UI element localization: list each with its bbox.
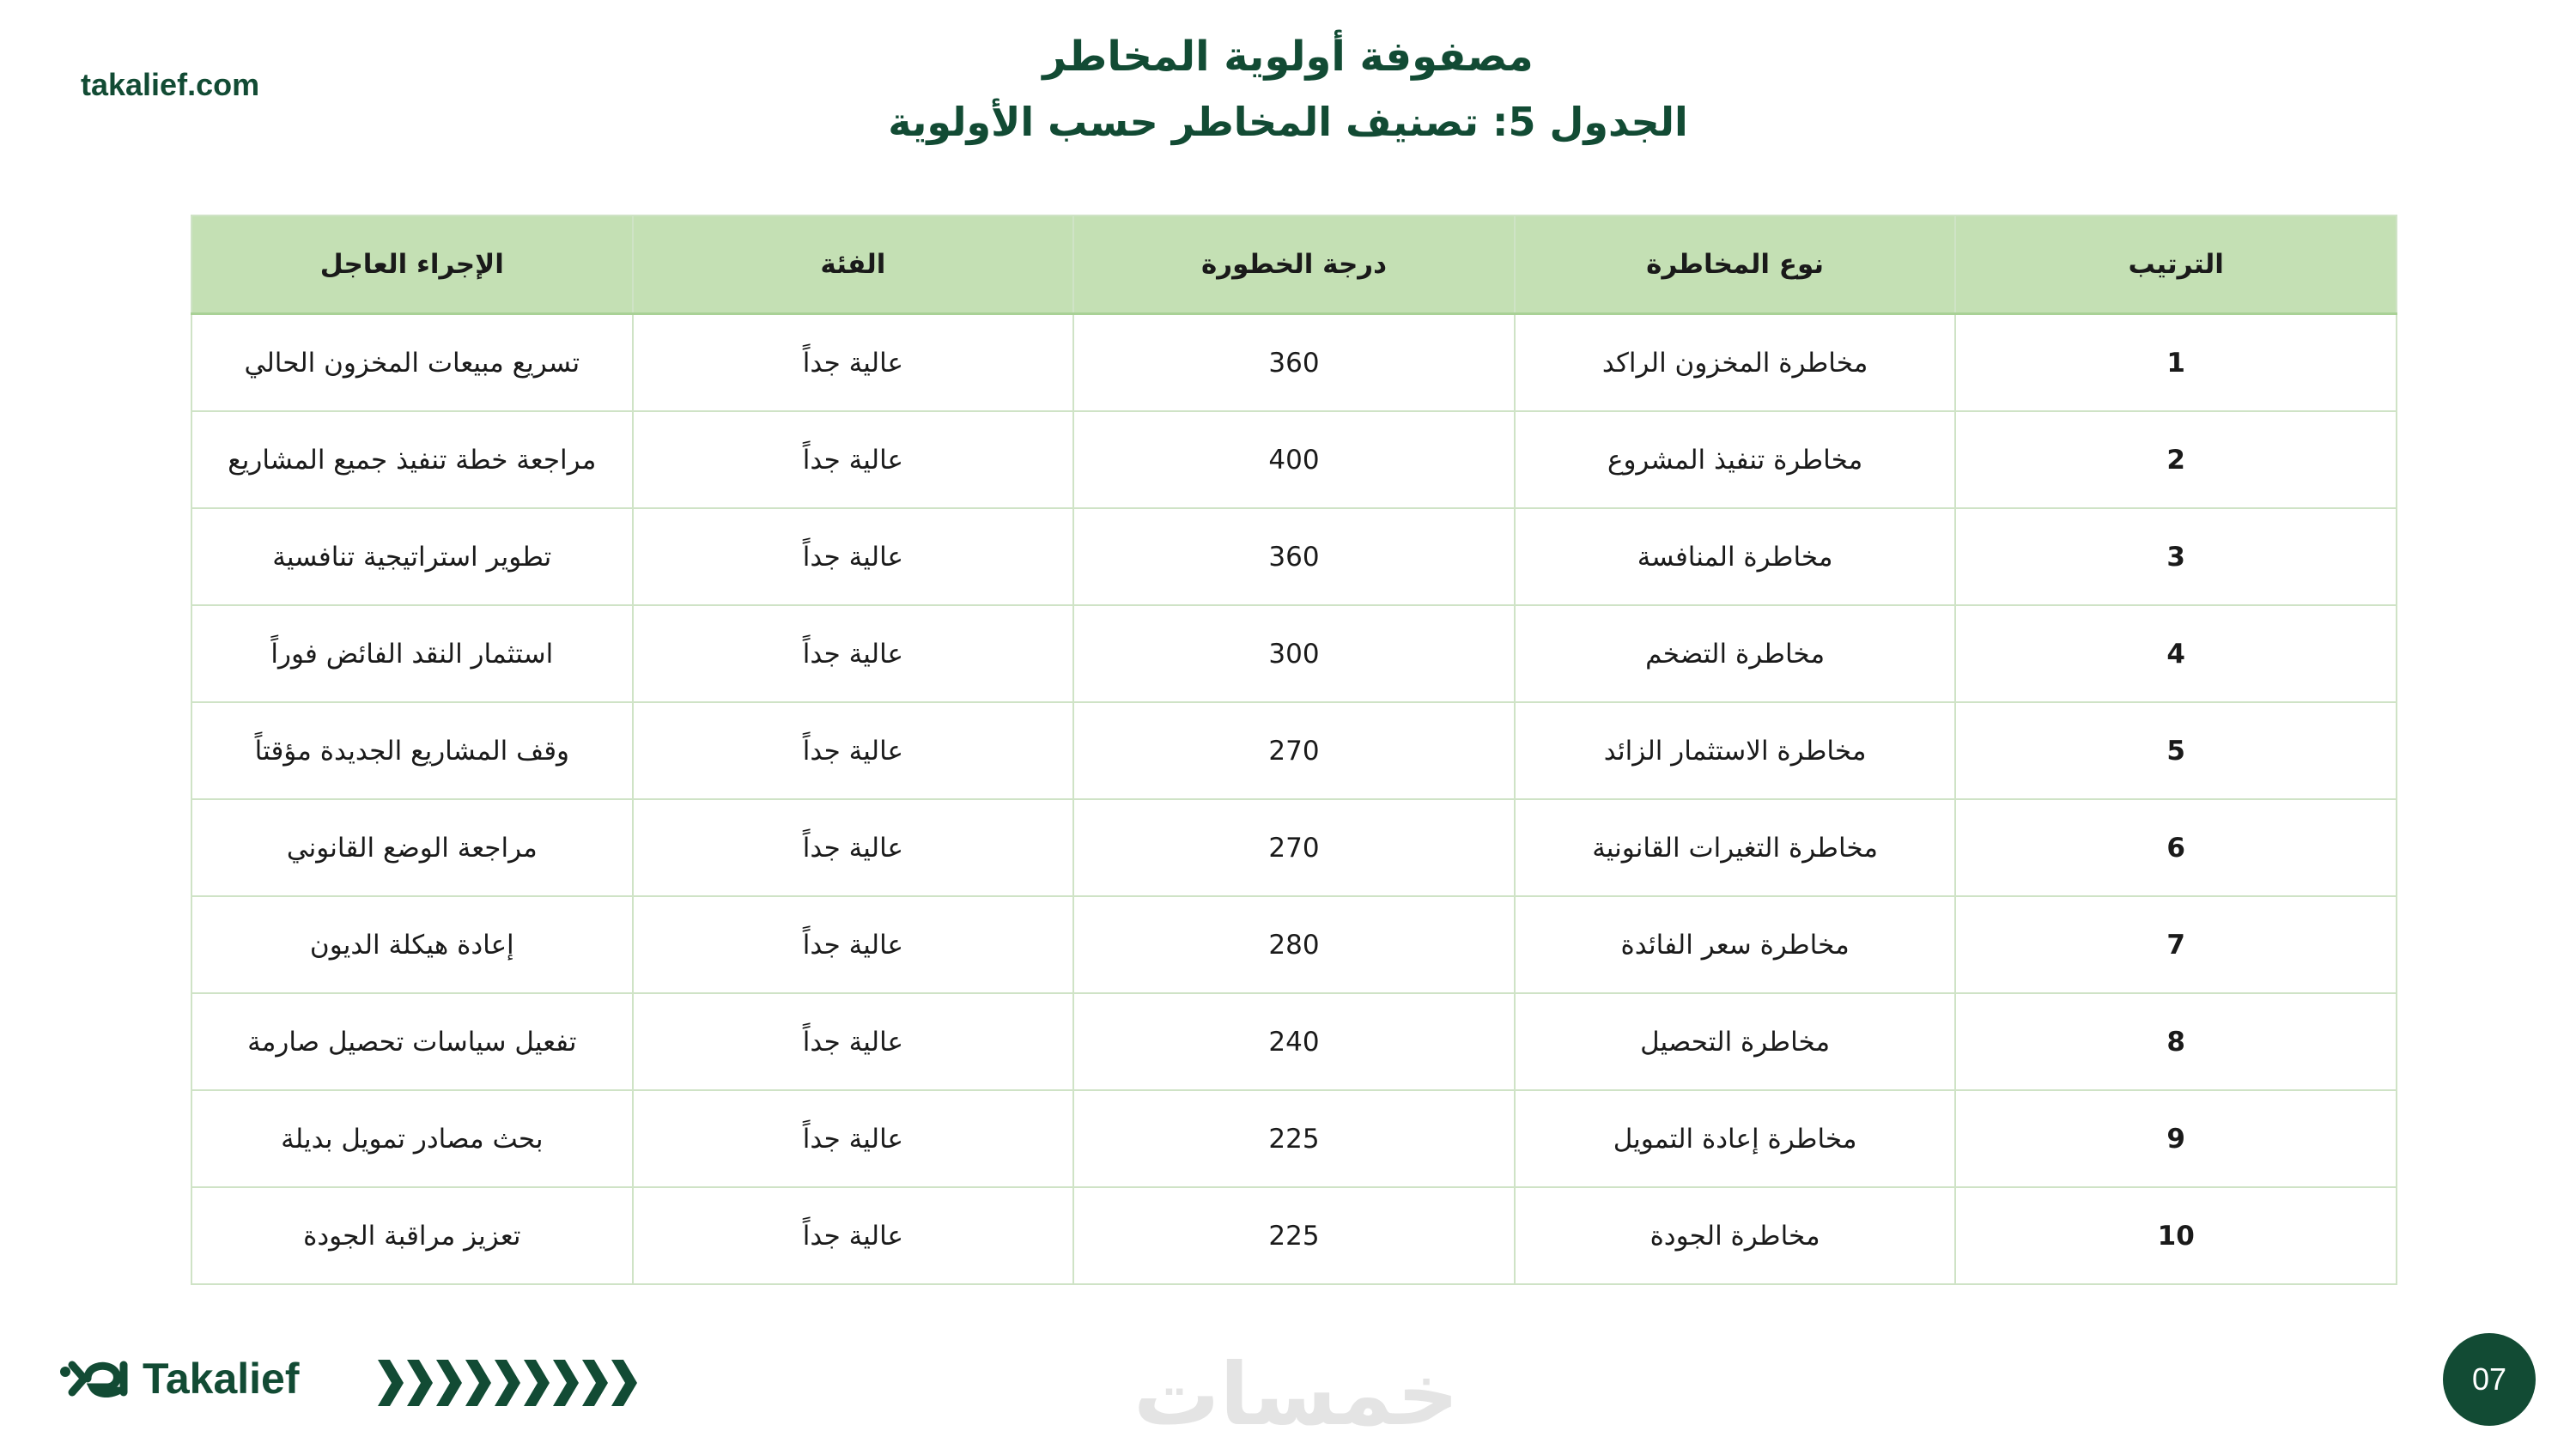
risk-cell: مخاطرة المنافسة [1515, 508, 1956, 605]
table-caption: الجدول 5: تصنيف المخاطر حسب الأولوية [888, 99, 1688, 145]
score-cell: 360 [1073, 508, 1515, 605]
action-cell: إعادة هيكلة الديون [191, 896, 633, 993]
score-cell: 400 [1073, 411, 1515, 508]
rank-cell: 6 [1955, 799, 2397, 896]
category-cell: عالية جداً [633, 702, 1074, 799]
category-cell: عالية جداً [633, 993, 1074, 1090]
table-row [191, 993, 2397, 1090]
risk-cell: مخاطرة المخزون الراكد [1515, 314, 1956, 412]
category-cell: عالية جداً [633, 896, 1074, 993]
chevrons-right-icon [378, 1360, 641, 1406]
risk-cell: مخاطرة تنفيذ المشروع [1515, 411, 1956, 508]
table-row [191, 1090, 2397, 1187]
rank-cell: 1 [1955, 314, 2397, 412]
table-row [191, 799, 2397, 896]
category-cell: عالية جداً [633, 605, 1074, 702]
rank-cell: 7 [1955, 896, 2397, 993]
table-row [191, 508, 2397, 605]
rank-cell: 2 [1955, 411, 2397, 508]
risk-cell: مخاطرة التضخم [1515, 605, 1956, 702]
score-cell: 225 [1073, 1090, 1515, 1187]
header-category: الفئة [633, 215, 1074, 314]
action-cell: تسريع مبيعات المخزون الحالي [191, 314, 633, 412]
action-cell: وقف المشاريع الجديدة مؤقتاً [191, 702, 633, 799]
rank-cell: 3 [1955, 508, 2397, 605]
score-cell: 300 [1073, 605, 1515, 702]
category-cell: عالية جداً [633, 411, 1074, 508]
header-urgent-action: الإجراء العاجل [191, 215, 633, 314]
score-cell: 225 [1073, 1187, 1515, 1284]
action-cell: تطوير استراتيجية تنافسية [191, 508, 633, 605]
takalief-logo-icon [58, 1353, 137, 1404]
header-rank: الترتيب [1955, 215, 2397, 314]
logo-text: Takalief [143, 1355, 300, 1403]
risk-cell: مخاطرة الاستثمار الزائد [1515, 702, 1956, 799]
category-cell: عالية جداً [633, 799, 1074, 896]
score-cell: 240 [1073, 993, 1515, 1090]
site-url: takalief.com [81, 67, 260, 102]
category-cell: عالية جداً [633, 508, 1074, 605]
rank-cell: 8 [1955, 993, 2397, 1090]
score-cell: 270 [1073, 799, 1515, 896]
action-cell: بحث مصادر تمويل بديلة [191, 1090, 633, 1187]
rank-cell: 5 [1955, 702, 2397, 799]
score-cell: 360 [1073, 314, 1515, 412]
score-cell: 270 [1073, 702, 1515, 799]
risk-cell: مخاطرة التغيرات القانونية [1515, 799, 1956, 896]
table-row [191, 605, 2397, 702]
risk-cell: مخاطرة التحصيل [1515, 993, 1956, 1090]
table-header-row [191, 215, 2397, 314]
takalief-logo [58, 1353, 300, 1404]
table-row [191, 1187, 2397, 1284]
header-severity: درجة الخطورة [1073, 215, 1515, 314]
rank-cell: 10 [1955, 1187, 2397, 1284]
table-row [191, 896, 2397, 993]
table-row [191, 411, 2397, 508]
rank-cell: 4 [1955, 605, 2397, 702]
action-cell: استثمار النقد الفائض فوراً [191, 605, 633, 702]
page-number-badge: 07 [2443, 1333, 2536, 1426]
rank-cell: 9 [1955, 1090, 2397, 1187]
category-cell: عالية جداً [633, 314, 1074, 412]
risk-cell: مخاطرة إعادة التمويل [1515, 1090, 1956, 1187]
score-cell: 280 [1073, 896, 1515, 993]
risk-cell: مخاطرة الجودة [1515, 1187, 1956, 1284]
watermark: خمسات [1133, 1344, 1459, 1445]
table-row [191, 702, 2397, 799]
table-row [191, 314, 2397, 412]
action-cell: تعزيز مراقبة الجودة [191, 1187, 633, 1284]
risk-priority-table [191, 215, 2397, 1285]
category-cell: عالية جداً [633, 1187, 1074, 1284]
category-cell: عالية جداً [633, 1090, 1074, 1187]
action-cell: مراجعة خطة تنفيذ جميع المشاريع [191, 411, 633, 508]
header-risk-type: نوع المخاطرة [1515, 215, 1956, 314]
action-cell: تفعيل سياسات تحصيل صارمة [191, 993, 633, 1090]
page-title: مصفوفة أولوية المخاطر [1042, 33, 1534, 81]
action-cell: مراجعة الوضع القانوني [191, 799, 633, 896]
risk-cell: مخاطرة سعر الفائدة [1515, 896, 1956, 993]
